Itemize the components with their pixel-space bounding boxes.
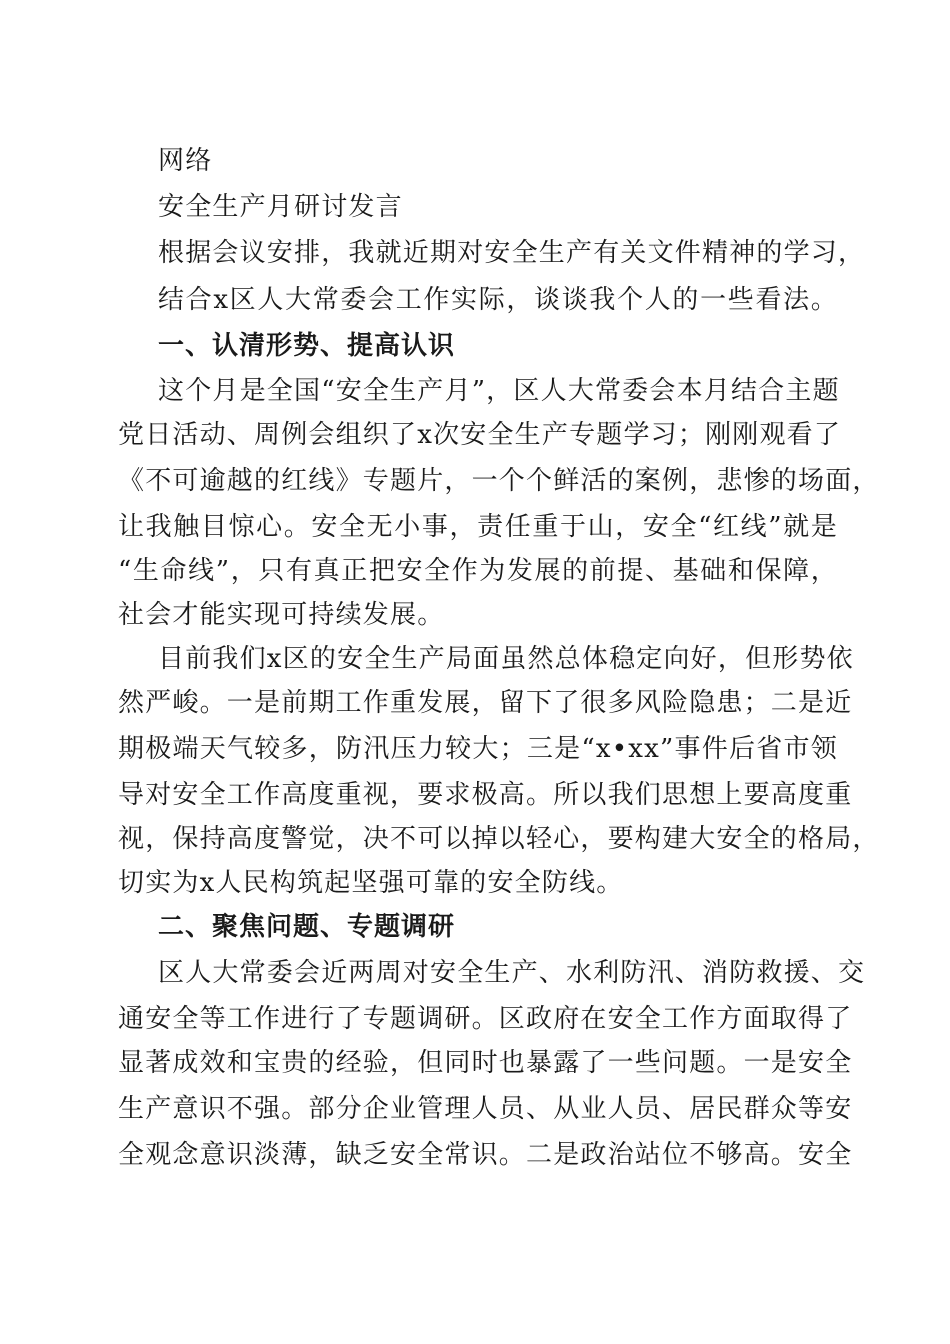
section-heading-2: 二、聚焦问题、专题调研 — [158, 912, 456, 942]
paragraph-line: 区人大常委会近两周对安全生产、水利防汛、消防救援、交 — [158, 958, 866, 988]
paragraph-line: 切实为x人民构筑起坚强可靠的安全防线。 — [118, 868, 624, 898]
header-line-network: 网络 — [158, 146, 213, 176]
section-heading-1: 一、认清形势、提高认识 — [158, 331, 456, 361]
paragraph-line: 视，保持高度警觉，决不可以掉以轻心，要构建大安全的格局， — [118, 824, 880, 854]
paragraph-line: 党日活动、周例会组织了x次安全生产专题学习；刚刚观看了 — [118, 420, 842, 450]
paragraph-line: 《不可逾越的红线》专题片，一个个鲜活的案例，悲惨的场面， — [118, 466, 880, 496]
paragraph-line: 然严峻。一是前期工作重发展，留下了很多风险隐患；二是近 — [118, 688, 853, 718]
paragraph-line: 全观念意识淡薄，缺乏安全常识。二是政治站位不够高。安全 — [118, 1140, 853, 1170]
paragraph-line: 目前我们x区的安全生产局面虽然总体稳定向好，但形势依 — [158, 644, 854, 674]
paragraph-line: 导对安全工作高度重视，要求极高。所以我们思想上要高度重 — [118, 780, 853, 810]
paragraph-line: 让我触目惊心。安全无小事，责任重于山，安全“红线”就是 — [118, 512, 838, 542]
intro-line: 结合x区人大常委会工作实际，谈谈我个人的一些看法。 — [158, 285, 838, 315]
paragraph-line: 社会才能实现可持续发展。 — [118, 600, 445, 630]
paragraph-line: 生产意识不强。部分企业管理人员、从业人员、居民群众等安 — [118, 1094, 853, 1124]
paragraph-line: 这个月是全国“安全生产月”，区人大常委会本月结合主题 — [158, 376, 840, 406]
paragraph-line: 通安全等工作进行了专题调研。区政府在安全工作方面取得了 — [118, 1004, 853, 1034]
paragraph-line: “生命线”，只有真正把安全作为发展的前提、基础和保障， — [118, 556, 838, 586]
document-title: 安全生产月研讨发言 — [158, 192, 403, 222]
paragraph-line: 期极端天气较多，防汛压力较大；三是“x•xx”事件后省市领 — [118, 734, 838, 764]
intro-line: 根据会议安排，我就近期对安全生产有关文件精神的学习， — [158, 238, 866, 268]
paragraph-line: 显著成效和宝贵的经验，但同时也暴露了一些问题。一是安全 — [118, 1048, 853, 1078]
